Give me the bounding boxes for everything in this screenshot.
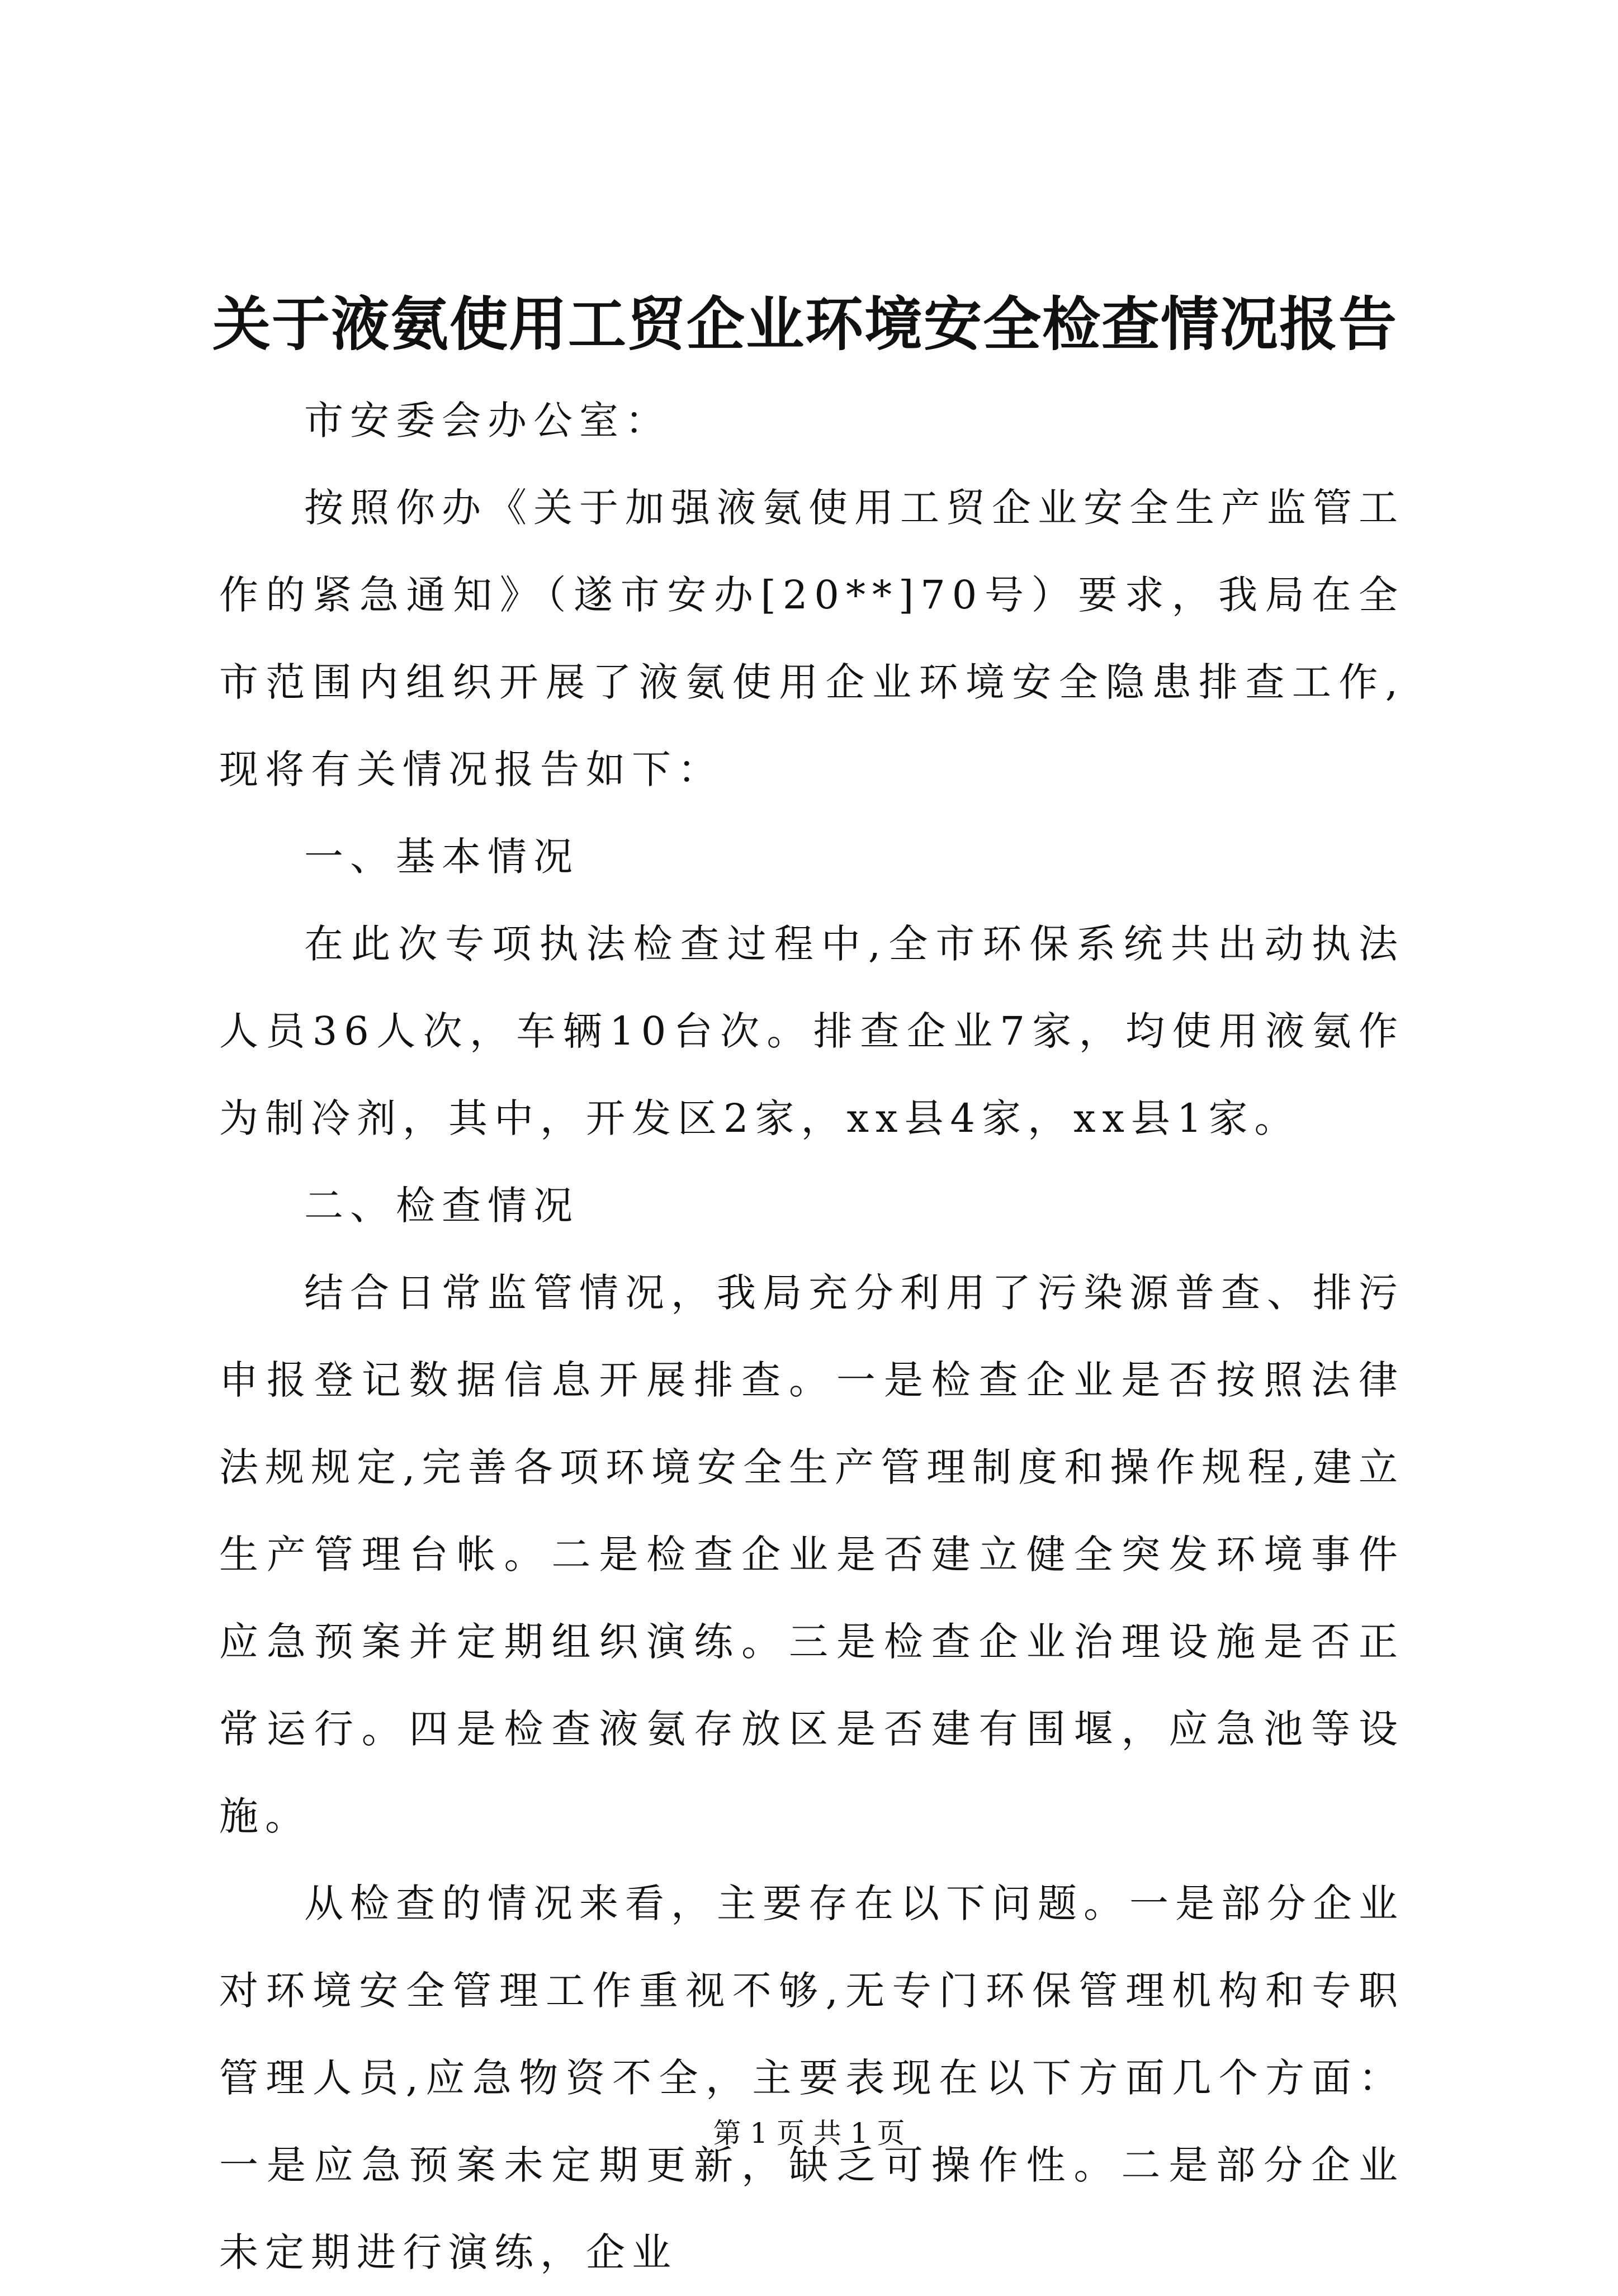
page-footer: 第 1 页 共 1 页: [713, 2117, 905, 2149]
issues-paragraph: 从检查的情况来看，主要存在以下问题。一是部分企业对环境安全管理工作重视不够,无专门环保管理机构和专职管理人员,应急物资不全，主要表现在以下方面几个方面：一是应急预案未定期更新，缺乏可操作性。二是部分企业未定期进行演练，企业: [219, 1881, 1404, 2275]
document-body: [219, 377, 1404, 2296]
section-heading-basic: 一、基本情况: [304, 834, 579, 880]
intro-paragraph: 按照你办《关于加强液氨使用工贸企业安全生产监管工作的紧急通知》（遂市安办[20**]70号）要求，我局在全市范围内组织开展了液氨使用企业环境安全隐患排查工作,现将有关情况报告如下：: [219, 485, 1404, 792]
document-title: 关于液氨使用工贸企业环境安全检查情况报告: [212, 290, 1398, 358]
section-heading-inspection: 二、检查情况: [304, 1183, 579, 1229]
inspection-paragraph: 结合日常监管情况，我局充分利用了污染源普查、排污申报登记数据信息开展排查。一是检查企业是否按照法律法规规定,完善各项环境安全生产管理制度和操作规程,建立生产管理台帐。二是检查企业是否建立健全突发环境事件应急预案并定期组织演练。三是检查企业治理设施是否正常运行。四是检查液氨存放区是否建有围堰，应急池等设施。: [219, 1270, 1404, 1839]
salutation-paragraph: 市安委会办公室：: [304, 398, 671, 443]
basic-situation-paragraph: 在此次专项执法检查过程中,全市环保系统共出动执法人员36人次，车辆10台次。排查企业7家，均使用液氨作为制冷剂，其中，开发区2家，xx县4家，xx县1家。: [219, 921, 1404, 1141]
